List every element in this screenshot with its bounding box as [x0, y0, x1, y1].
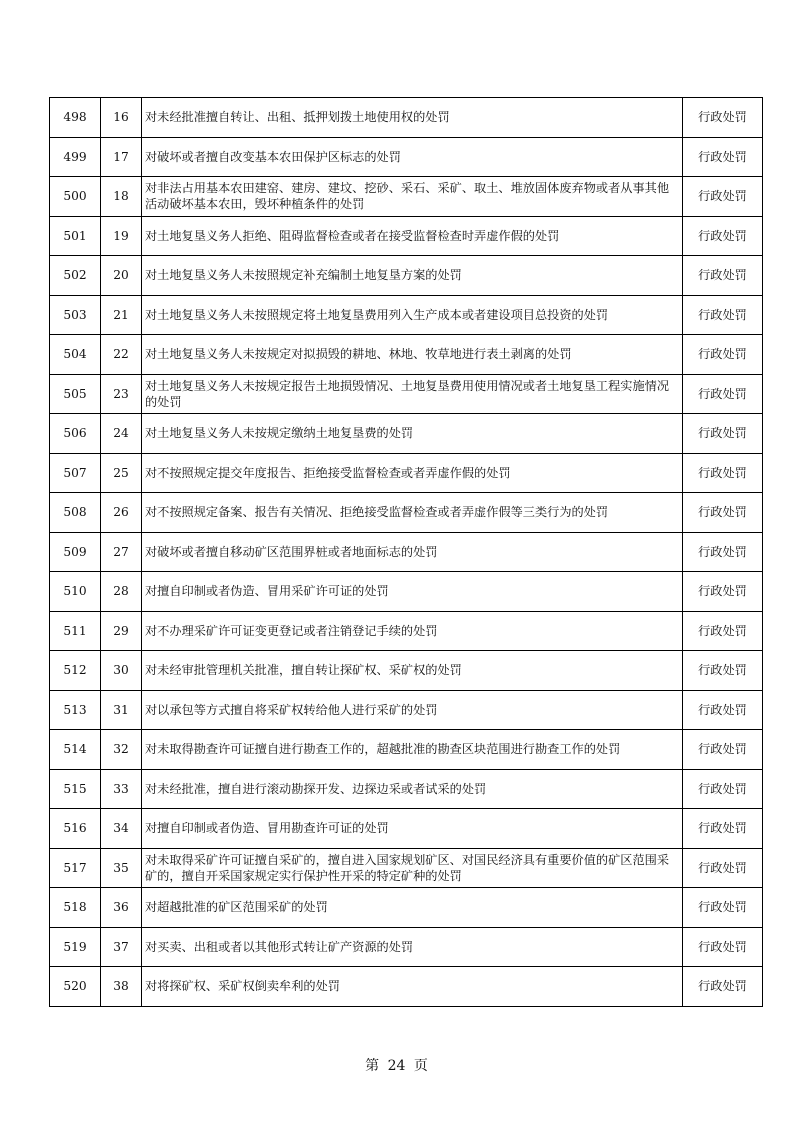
row-subnumber-cell: 20 [101, 256, 142, 296]
table-row [50, 177, 763, 217]
penalty-type-cell: 行政处罚 [683, 98, 763, 138]
penalty-type-cell: 行政处罚 [683, 848, 763, 888]
penalty-type-cell: 行政处罚 [683, 532, 763, 572]
row-subnumber-cell: 16 [101, 98, 142, 138]
row-number-cell: 518 [50, 888, 101, 928]
row-subnumber-cell: 19 [101, 216, 142, 256]
row-subnumber-cell: 32 [101, 730, 142, 770]
row-number-cell: 499 [50, 137, 101, 177]
row-number-cell: 514 [50, 730, 101, 770]
penalty-item-cell: 对未经审批管理机关批准，擅自转让探矿权、采矿权的处罚 [142, 651, 683, 691]
table-row [50, 98, 763, 138]
row-subnumber-cell: 27 [101, 532, 142, 572]
table-row [50, 888, 763, 928]
penalty-item-cell: 对以承包等方式擅自将采矿权转给他人进行采矿的处罚 [142, 690, 683, 730]
table-row [50, 532, 763, 572]
table-row [50, 967, 763, 1007]
table-row [50, 730, 763, 770]
row-number-cell: 502 [50, 256, 101, 296]
row-number-cell: 510 [50, 572, 101, 612]
penalty-item-cell: 对破坏或者擅自改变基本农田保护区标志的处罚 [142, 137, 683, 177]
table-row [50, 690, 763, 730]
penalty-item-cell: 对擅自印制或者伪造、冒用勘查许可证的处罚 [142, 809, 683, 849]
row-number-cell: 503 [50, 295, 101, 335]
penalty-item-cell: 对不按照规定备案、报告有关情况、拒绝接受监督检查或者弄虚作假等三类行为的处罚 [142, 493, 683, 533]
penalty-item-cell: 对土地复垦义务人未按照规定补充编制土地复垦方案的处罚 [142, 256, 683, 296]
table-row [50, 453, 763, 493]
row-number-cell: 505 [50, 374, 101, 414]
penalty-type-cell: 行政处罚 [683, 177, 763, 217]
table-row [50, 335, 763, 375]
penalty-item-cell: 对不按照规定提交年度报告、拒绝接受监督检查或者弄虚作假的处罚 [142, 453, 683, 493]
table-row [50, 651, 763, 691]
table-row [50, 769, 763, 809]
penalty-type-cell: 行政处罚 [683, 256, 763, 296]
row-subnumber-cell: 23 [101, 374, 142, 414]
row-number-cell: 506 [50, 414, 101, 454]
table-row [50, 256, 763, 296]
table-body [50, 98, 763, 1007]
penalty-type-cell: 行政处罚 [683, 769, 763, 809]
penalty-item-cell: 对未取得勘查许可证擅自进行勘查工作的，超越批准的勘查区块范围进行勘查工作的处罚 [142, 730, 683, 770]
row-subnumber-cell: 30 [101, 651, 142, 691]
row-number-cell: 520 [50, 967, 101, 1007]
penalty-item-cell: 对土地复垦义务人未按规定报告土地损毁情况、土地复垦费用使用情况或者土地复垦工程实施情况的处罚 [142, 374, 683, 414]
page-number-prefix: 第 [365, 1058, 380, 1074]
row-subnumber-cell: 26 [101, 493, 142, 533]
page-number: 24 [387, 1058, 406, 1074]
row-subnumber-cell: 38 [101, 967, 142, 1007]
penalty-type-cell: 行政处罚 [683, 572, 763, 612]
row-subnumber-cell: 36 [101, 888, 142, 928]
row-subnumber-cell: 37 [101, 927, 142, 967]
table-row [50, 137, 763, 177]
row-number-cell: 500 [50, 177, 101, 217]
row-number-cell: 512 [50, 651, 101, 691]
penalty-item-cell: 对土地复垦义务人未按规定缴纳土地复垦费的处罚 [142, 414, 683, 454]
table-row [50, 927, 763, 967]
penalty-item-cell: 对土地复垦义务人未按规定对拟损毁的耕地、林地、牧草地进行表土剥离的处罚 [142, 335, 683, 375]
penalty-type-cell: 行政处罚 [683, 374, 763, 414]
penalty-item-cell: 对土地复垦义务人未按照规定将土地复垦费用列入生产成本或者建设项目总投资的处罚 [142, 295, 683, 335]
page-number-suffix: 页 [413, 1058, 428, 1074]
row-subnumber-cell: 18 [101, 177, 142, 217]
penalty-item-cell: 对破坏或者擅自移动矿区范围界桩或者地面标志的处罚 [142, 532, 683, 572]
penalty-type-cell: 行政处罚 [683, 295, 763, 335]
penalty-type-cell: 行政处罚 [683, 414, 763, 454]
row-number-cell: 516 [50, 809, 101, 849]
row-number-cell: 515 [50, 769, 101, 809]
row-subnumber-cell: 33 [101, 769, 142, 809]
row-number-cell: 517 [50, 848, 101, 888]
penalty-type-cell: 行政处罚 [683, 335, 763, 375]
row-number-cell: 508 [50, 493, 101, 533]
row-subnumber-cell: 29 [101, 611, 142, 651]
row-subnumber-cell: 25 [101, 453, 142, 493]
row-number-cell: 513 [50, 690, 101, 730]
row-number-cell: 511 [50, 611, 101, 651]
penalty-item-cell: 对未经批准擅自转让、出租、抵押划拨土地使用权的处罚 [142, 98, 683, 138]
row-number-cell: 498 [50, 98, 101, 138]
row-number-cell: 509 [50, 532, 101, 572]
row-subnumber-cell: 34 [101, 809, 142, 849]
penalty-item-cell: 对未经批准，擅自进行滚动勘探开发、边探边采或者试采的处罚 [142, 769, 683, 809]
row-subnumber-cell: 22 [101, 335, 142, 375]
penalty-type-cell: 行政处罚 [683, 888, 763, 928]
row-subnumber-cell: 17 [101, 137, 142, 177]
penalty-items-table [49, 97, 763, 1007]
penalty-item-cell: 对未取得采矿许可证擅自采矿的，擅自进入国家规划矿区、对国民经济具有重要价值的矿区范围采矿的，擅自开采国家规定实行保护性开采的特定矿种的处罚 [142, 848, 683, 888]
penalty-type-cell: 行政处罚 [683, 453, 763, 493]
row-number-cell: 507 [50, 453, 101, 493]
penalty-item-cell: 对超越批准的矿区范围采矿的处罚 [142, 888, 683, 928]
row-subnumber-cell: 31 [101, 690, 142, 730]
penalty-item-cell: 对将探矿权、采矿权倒卖牟利的处罚 [142, 967, 683, 1007]
table-row [50, 374, 763, 414]
table-row [50, 572, 763, 612]
penalty-type-cell: 行政处罚 [683, 611, 763, 651]
penalty-type-cell: 行政处罚 [683, 690, 763, 730]
page-footer [0, 1055, 793, 1075]
penalty-type-cell: 行政处罚 [683, 137, 763, 177]
penalty-type-cell: 行政处罚 [683, 927, 763, 967]
row-number-cell: 519 [50, 927, 101, 967]
table-row [50, 809, 763, 849]
penalty-type-cell: 行政处罚 [683, 651, 763, 691]
penalty-item-cell: 对买卖、出租或者以其他形式转让矿产资源的处罚 [142, 927, 683, 967]
row-subnumber-cell: 28 [101, 572, 142, 612]
table-row [50, 493, 763, 533]
penalty-type-cell: 行政处罚 [683, 967, 763, 1007]
penalty-type-cell: 行政处罚 [683, 809, 763, 849]
table-row [50, 414, 763, 454]
penalty-item-cell: 对土地复垦义务人拒绝、阻碍监督检查或者在接受监督检查时弄虚作假的处罚 [142, 216, 683, 256]
row-number-cell: 504 [50, 335, 101, 375]
row-subnumber-cell: 35 [101, 848, 142, 888]
row-number-cell: 501 [50, 216, 101, 256]
penalty-item-cell: 对擅自印制或者伪造、冒用采矿许可证的处罚 [142, 572, 683, 612]
penalty-type-cell: 行政处罚 [683, 493, 763, 533]
table-row [50, 848, 763, 888]
table-row [50, 216, 763, 256]
penalty-type-cell: 行政处罚 [683, 730, 763, 770]
row-subnumber-cell: 21 [101, 295, 142, 335]
row-subnumber-cell: 24 [101, 414, 142, 454]
table-row [50, 295, 763, 335]
penalty-item-cell: 对不办理采矿许可证变更登记或者注销登记手续的处罚 [142, 611, 683, 651]
table-row [50, 611, 763, 651]
penalty-type-cell: 行政处罚 [683, 216, 763, 256]
penalty-item-cell: 对非法占用基本农田建窑、建房、建坟、挖砂、采石、采矿、取土、堆放固体废弃物或者从事其他活动破坏基本农田，毁坏种植条件的处罚 [142, 177, 683, 217]
